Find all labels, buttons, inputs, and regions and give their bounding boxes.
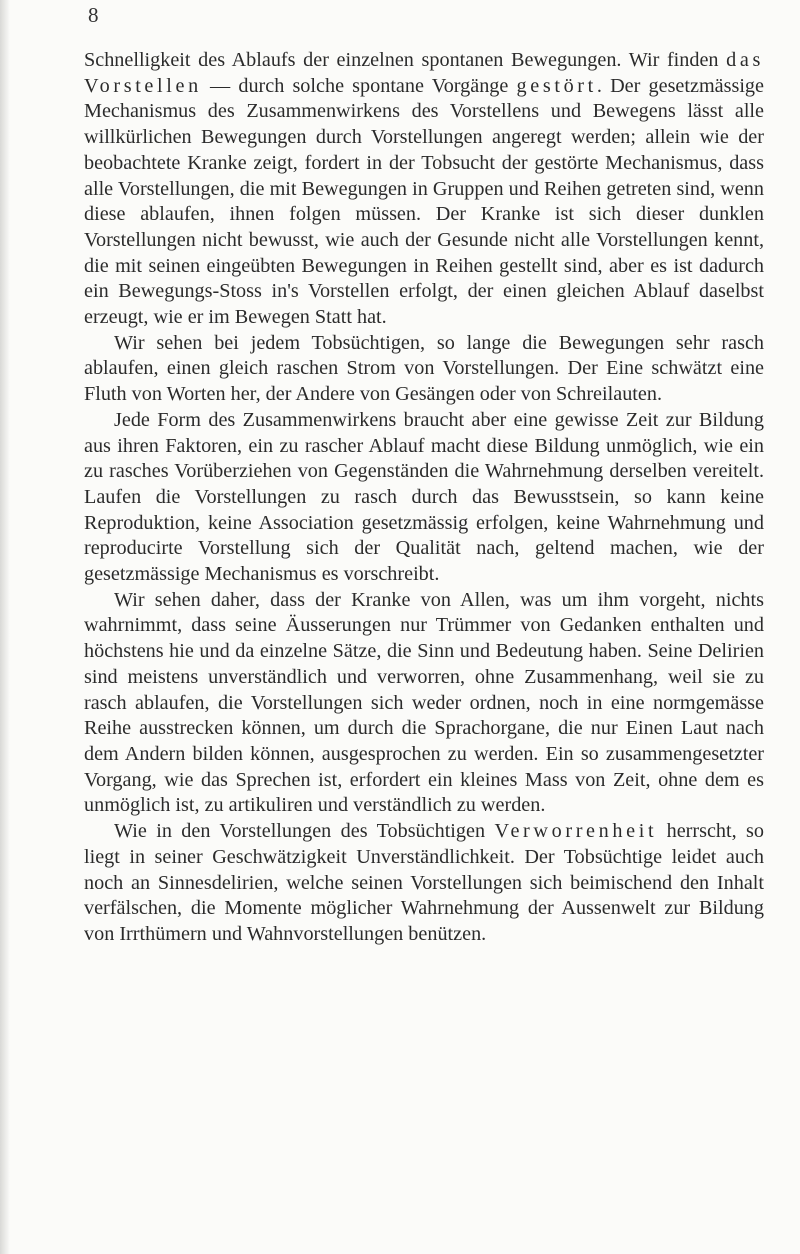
paragraph-3: Jede Form des Zusammenwirkens braucht aber eine gewisse Zeit zur Bildung aus ihren Faktoren, ein zu rascher Ablauf macht diese Bildung unmöglich, wie ein zu rasches Vorüberziehen von Gegenständen die Wahrnehmung derselben vereitelt. Laufen die Vorstellungen zu rasch durch das Bewusstsein, so kann keine Reproduktion, keine Association gesetzmässig erfolgen, keine Wahrnehmung und reproducirte Vorstellung sich der Qualität nach, geltend machen, wie der gesetzmässige Mechanismus es vorschreibt. bbox=[84, 408, 764, 586]
body-text bbox=[84, 48, 764, 948]
paragraph-1-text-middle: — durch solche spontane Vorgänge bbox=[201, 74, 517, 97]
paragraph-1-text-end: . Der gesetzmässige Mechanismus des Zusammenwirkens des Vorstellens und Bewegens lässt alle willkürlichen Bewegungen durch Vorstellungen angeregt werden; allein wie der beobachtete Kranke zeigt, fordert in der Tobsucht der gestörte Mechanismus, dass alle Vorstellungen, die mit Bewegungen in Gruppen und Reihen getreten sind, wenn diese ablaufen, ihnen folgen müssen. Der Kranke ist sich dieser dunklen Vorstellungen nicht bewusst, wie auch der Gesunde nicht alle Vorstellungen kennt, die mit seinen eingeübten Bewegungen in Reihen gestellt sind, aber es ist dadurch ein Bewegungs-Stoss in's Vorstellen erfolgt, der einen gleichen Ablauf daselbst erzeugt, wie er im Bewegen Statt hat. bbox=[84, 74, 764, 329]
paragraph-2: Wir sehen bei jedem Tobsüchtigen, so lange die Bewegungen sehr rasch ablaufen, einen gleich raschen Strom von Vorstellungen. Der Eine schwätzt eine Fluth von Worten her, der Andere von Gesängen oder von Schreilauten. bbox=[84, 331, 764, 406]
page-edge-shadow bbox=[0, 0, 10, 1254]
paragraph-1-text-start: Schnelligkeit des Ablaufs der einzelnen spontanen Bewegungen. Wir finden bbox=[84, 49, 727, 71]
emphasis-vorstellen: das Vorstellen bbox=[84, 49, 764, 97]
paragraph-5-text-start: Wie in den Vorstellungen des Tobsüchtigen bbox=[114, 820, 495, 843]
paragraph-5 bbox=[84, 819, 764, 948]
paragraph-1 bbox=[84, 48, 764, 331]
paragraph-4: Wir sehen daher, dass der Kranke von Allen, was um ihm vorgeht, nichts wahrnimmt, dass seine Äusserungen nur Trümmer von Gedanken enthalten und höchstens hie und da einzelne Sätze, die Sinn und Bedeutung haben. Seine Delirien sind meistens unverständlich und verworren, ohne Zusammenhang, weil sie zu rasch ablaufen, die Vorstellungen sich weder ordnen, noch in eine normgemässe Reihe ausstrecken können, um durch die Sprachorgane, die nur Einen Laut nach dem Andern bilden können, ausgesprochen zu werden. Ein so zusammengesetzter Vorgang, wie das Sprechen ist, erfordert ein kleines Mass von Zeit, ohne dem es unmöglich ist, zu artikuliren und verständlich zu werden. bbox=[84, 588, 764, 817]
page-number: 8 bbox=[88, 3, 99, 27]
paragraph-5-text-end: herrscht, so liegt in seiner Geschwätzigkeit Unverständlichkeit. Der Tobsüchtige leidet auch noch an Sinnesdelirien, welche seinen Vorstellungen sich beimischend den Inhalt verfälschen, die Momente möglicher Wahrnehmung der Aussenwelt zur Bildung von Irrthümern und Wahnvorstellungen benützen. bbox=[84, 820, 765, 945]
emphasis-gestoert: gestört bbox=[516, 74, 597, 97]
emphasis-verworrenheit: Verworrenheit bbox=[494, 820, 658, 843]
